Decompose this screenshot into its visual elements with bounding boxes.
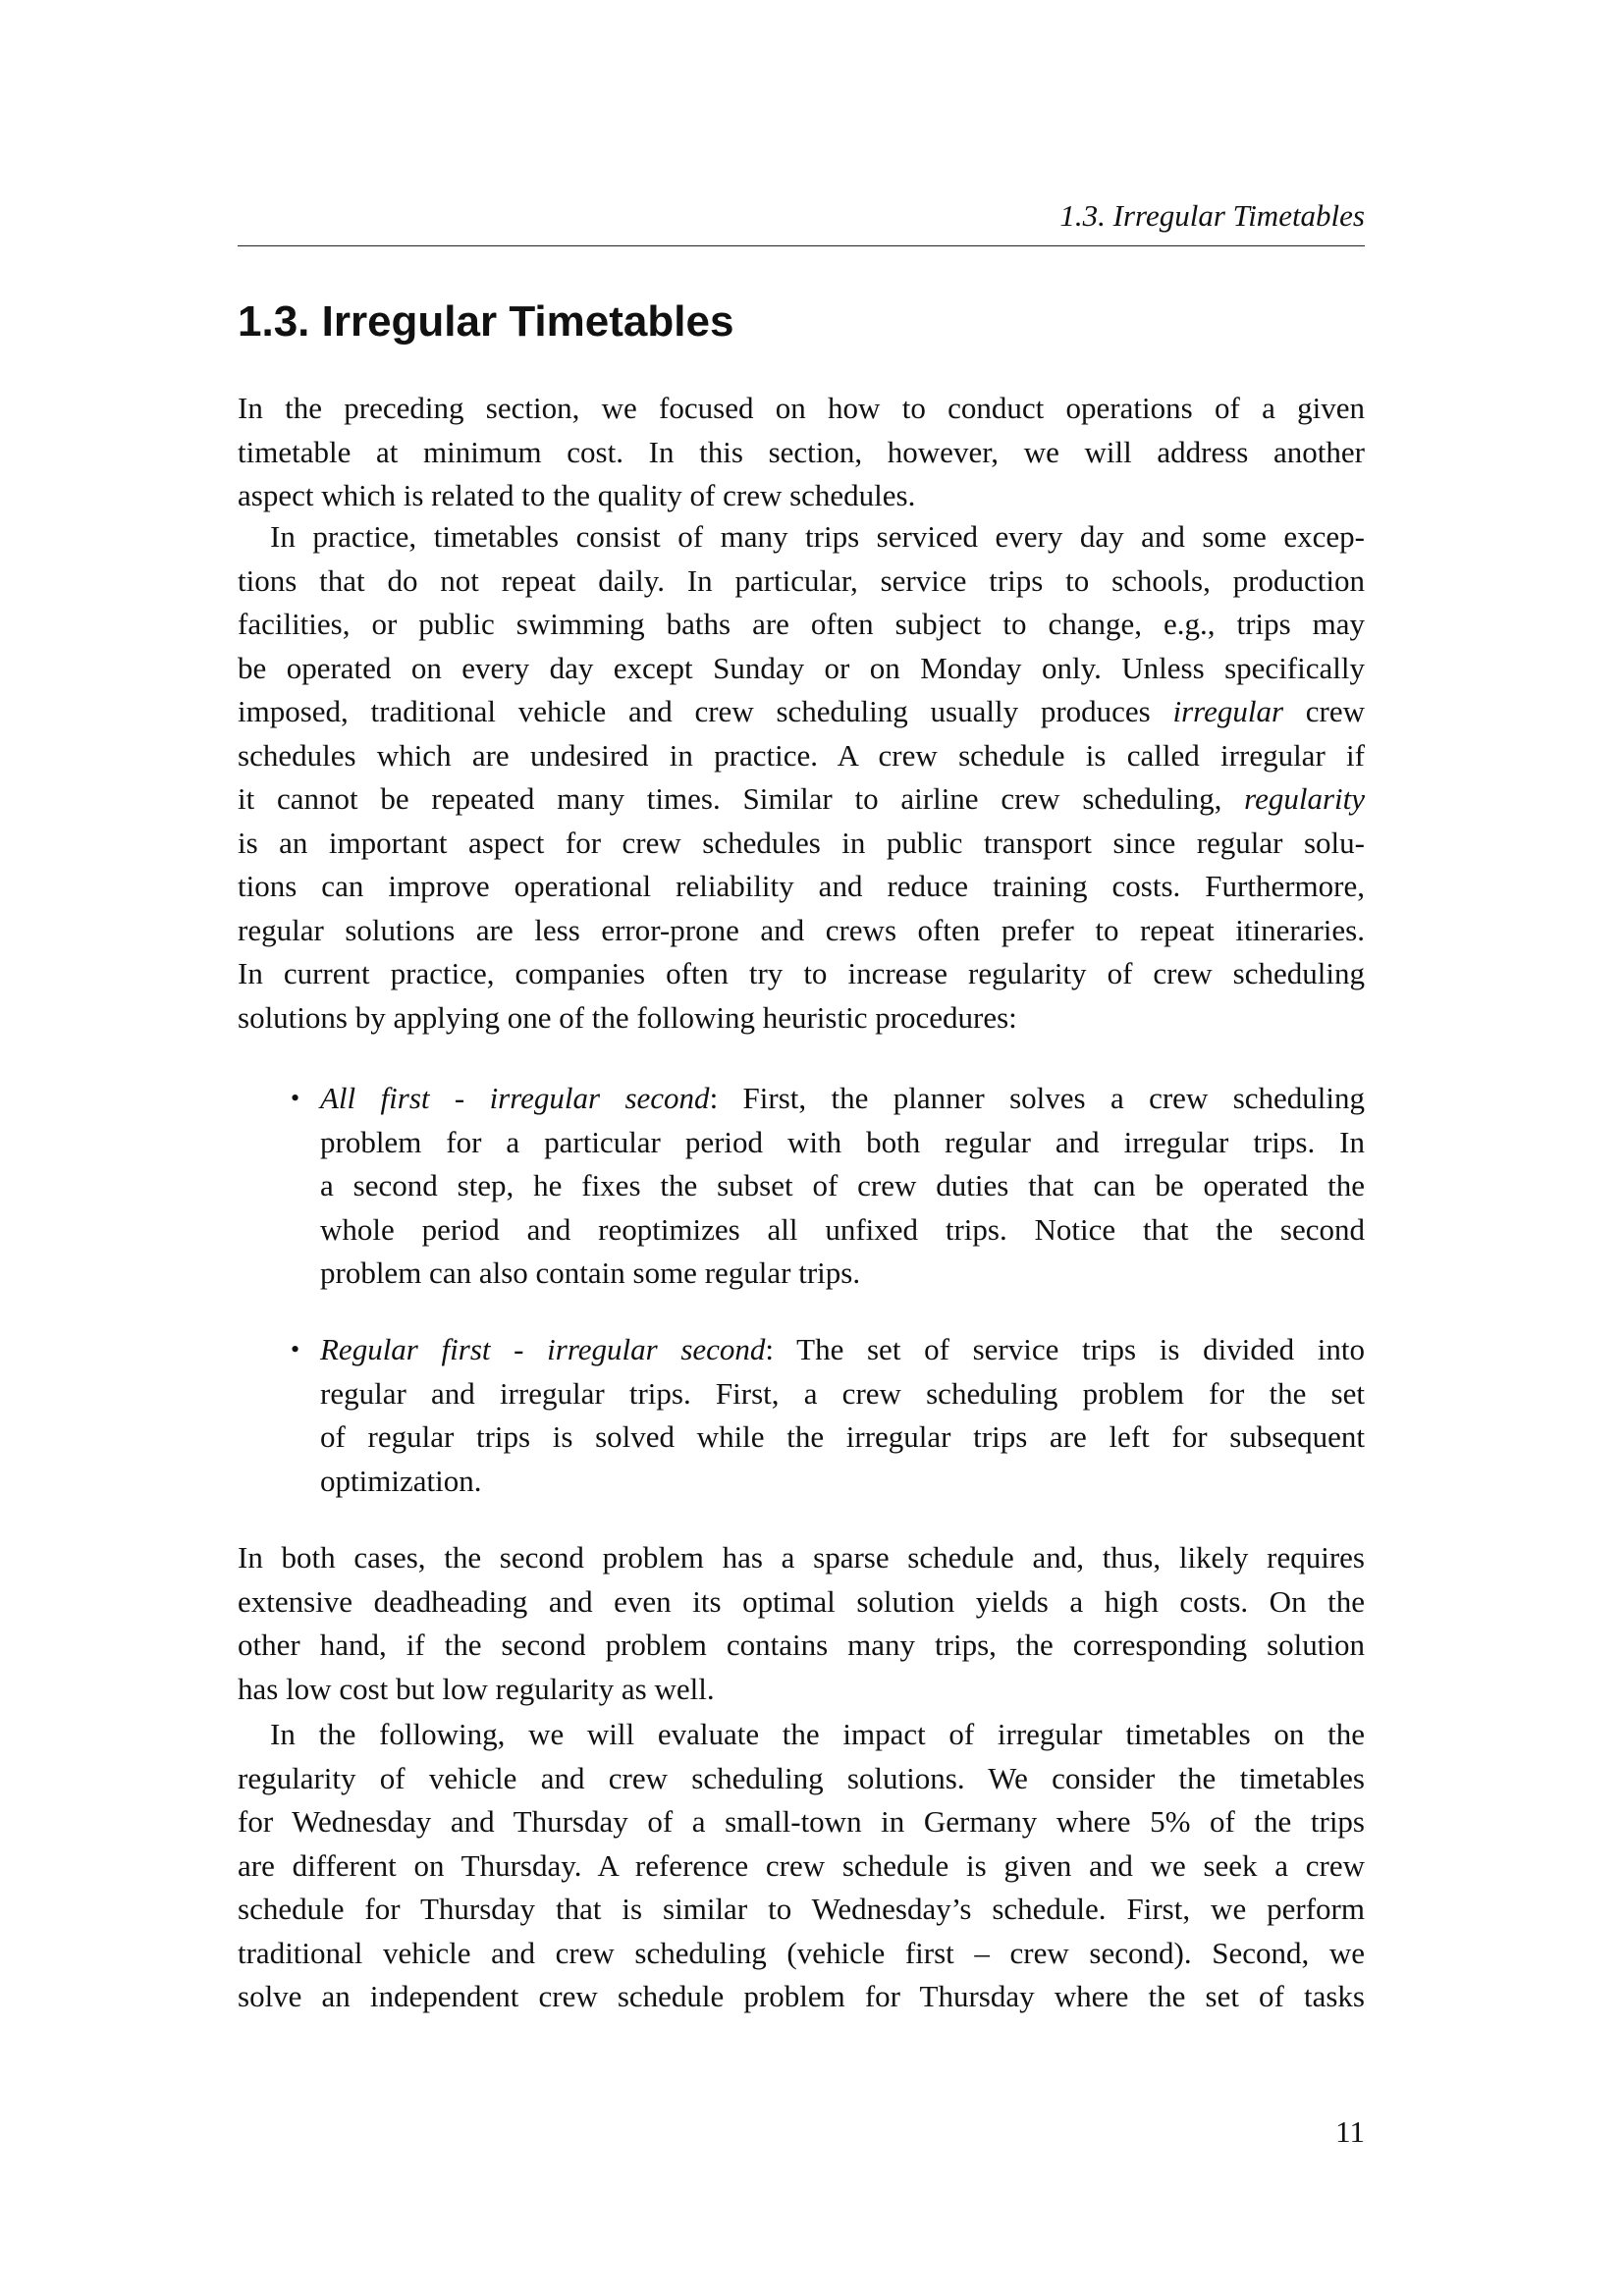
text-run: solutions by applying one of the following heuristic procedures:: [238, 999, 1017, 1035]
text-line: [238, 515, 1365, 560]
text-line: [238, 560, 1365, 604]
text-run: is an important aspect for crew schedules in public transport since regular solu-: [238, 825, 1365, 860]
text-run: crew: [1283, 694, 1365, 728]
text-run: timetable at minimum cost. In this section, however, we will address another: [238, 434, 1365, 469]
text-run: of regular trips is solved while the irregular trips are left for subsequent: [320, 1419, 1365, 1454]
text-run: problem for a particular period with both regular and irregular trips. In: [320, 1124, 1365, 1159]
text-line: [238, 387, 1365, 431]
text-line: [238, 1580, 1365, 1625]
text-run: traditional vehicle and crew scheduling (vehicle first – crew second). Second, we: [238, 1935, 1365, 1970]
text-run: In current practice, companies often try to increase regularity of crew scheduling: [238, 956, 1365, 990]
text-line: [238, 822, 1365, 866]
text-run: has low cost but low regularity as well.: [238, 1671, 715, 1706]
text-line: [238, 1932, 1365, 1976]
text-line: [238, 777, 1365, 822]
text-run: whole period and reoptimizes all unfixed trips. Notice that the second: [320, 1211, 1365, 1247]
text-line: [238, 690, 1365, 734]
text-line: [238, 952, 1365, 996]
text-run: optimization.: [320, 1463, 482, 1498]
paragraph-both-cases: [238, 1536, 1365, 1711]
bullet-text: [320, 1077, 1365, 1296]
paragraph-intro: [238, 387, 1365, 518]
text-run: In the following, we will evaluate the impact of irregular timetables on the: [270, 1717, 1365, 1751]
text-line: [238, 1757, 1365, 1801]
paragraph-following: [238, 1713, 1365, 2019]
text-line: [238, 996, 1365, 1041]
text-line: [320, 1328, 1365, 1372]
text-run: are different on Thursday. A reference crew schedule is given and we seek a crew: [238, 1847, 1365, 1883]
text-line: [320, 1077, 1365, 1121]
text-run: In the preceding section, we focused on how to conduct operations of a given: [238, 391, 1365, 425]
text-run: : The set of service trips is divided into: [765, 1332, 1365, 1366]
text-line: [238, 1668, 1365, 1712]
text-run: regular and irregular trips. First, a crew scheduling problem for the set: [320, 1375, 1365, 1411]
text-run: In practice, timetables consist of many trips serviced every day and some excep-: [270, 519, 1365, 554]
emphasis-text: All first - irregular second: [320, 1081, 710, 1115]
text-run: extensive deadheading and even its optimal solution yields a high costs. On the: [238, 1583, 1365, 1619]
text-line: [238, 474, 1365, 518]
bullet-text: [320, 1328, 1365, 1503]
text-line: [238, 1844, 1365, 1889]
text-run: In both cases, the second problem has a sparse schedule and, thus, likely requires: [238, 1540, 1365, 1575]
text-line: [238, 603, 1365, 647]
text-line: [320, 1252, 1365, 1296]
text-line: [238, 909, 1365, 953]
text-run: other hand, if the second problem contains many trips, the corresponding solution: [238, 1628, 1365, 1662]
section-title: 1.3. Irregular Timetables: [238, 297, 734, 346]
text-run: for Wednesday and Thursday of a small-town in Germany where 5% of the trips: [238, 1804, 1365, 1839]
running-head: 1.3. Irregular Timetables: [1059, 198, 1365, 233]
text-line: [238, 647, 1365, 691]
text-line: [320, 1208, 1365, 1253]
text-run: tions can improve operational reliability and reduce training costs. Furthermore,: [238, 869, 1365, 903]
text-line: [238, 1624, 1365, 1668]
text-run: a second step, he fixes the subset of crew duties that can be operated the: [320, 1168, 1365, 1202]
text-line: [320, 1164, 1365, 1208]
text-run: regularity of vehicle and crew scheduling solutions. We consider the timetables: [238, 1760, 1365, 1795]
paragraph-practice: [238, 515, 1365, 1040]
text-line: [320, 1460, 1365, 1504]
text-run: schedules which are undesired in practice. A crew schedule is called irregular if: [238, 737, 1365, 773]
page-number: 11: [1335, 2114, 1365, 2149]
bullet-item-all-first: [291, 1077, 1366, 1296]
bullet-icon: •: [291, 1335, 300, 1363]
text-line: [238, 1975, 1365, 2019]
emphasis-text: regularity: [1244, 781, 1365, 816]
text-line: [238, 1800, 1365, 1844]
bullet-icon: •: [291, 1084, 300, 1112]
emphasis-text: Regular first - irregular second: [320, 1332, 766, 1366]
text-line: [320, 1415, 1365, 1460]
text-run: facilities, or public swimming baths are often subject to change, e.g., trips may: [238, 607, 1365, 641]
text-run: solve an independent crew schedule problem for Thursday where the set of tasks: [238, 1979, 1365, 2013]
text-run: aspect which is related to the quality of crew schedules.: [238, 478, 916, 512]
text-run: be operated on every day except Sunday or on Monday only. Unless specifically: [238, 650, 1365, 685]
text-line: [238, 865, 1365, 909]
emphasis-text: irregular: [1172, 694, 1284, 728]
header-rule: [238, 245, 1365, 246]
text-run: : First, the planner solves a crew scheduling: [709, 1081, 1366, 1115]
text-run: problem can also contain some regular trips.: [320, 1255, 861, 1290]
text-line: [238, 431, 1365, 475]
text-run: imposed, traditional vehicle and crew scheduling usually produces: [238, 694, 1173, 728]
text-run: tions that do not repeat daily. In particular, service trips to schools, production: [238, 562, 1365, 598]
bullet-item-regular-first: [291, 1328, 1365, 1503]
text-line: [320, 1121, 1365, 1165]
text-run: regular solutions are less error-prone and crews often prefer to repeat itineraries.: [238, 912, 1365, 947]
text-line: [320, 1372, 1365, 1416]
text-run: it cannot be repeated many times. Similar to airline crew scheduling,: [238, 781, 1245, 816]
text-line: [238, 1888, 1365, 1932]
text-line: [238, 1536, 1365, 1580]
text-line: [238, 734, 1365, 778]
text-line: [238, 1713, 1365, 1757]
text-run: schedule for Thursday that is similar to Wednesday’s schedule. First, we perform: [238, 1892, 1365, 1926]
